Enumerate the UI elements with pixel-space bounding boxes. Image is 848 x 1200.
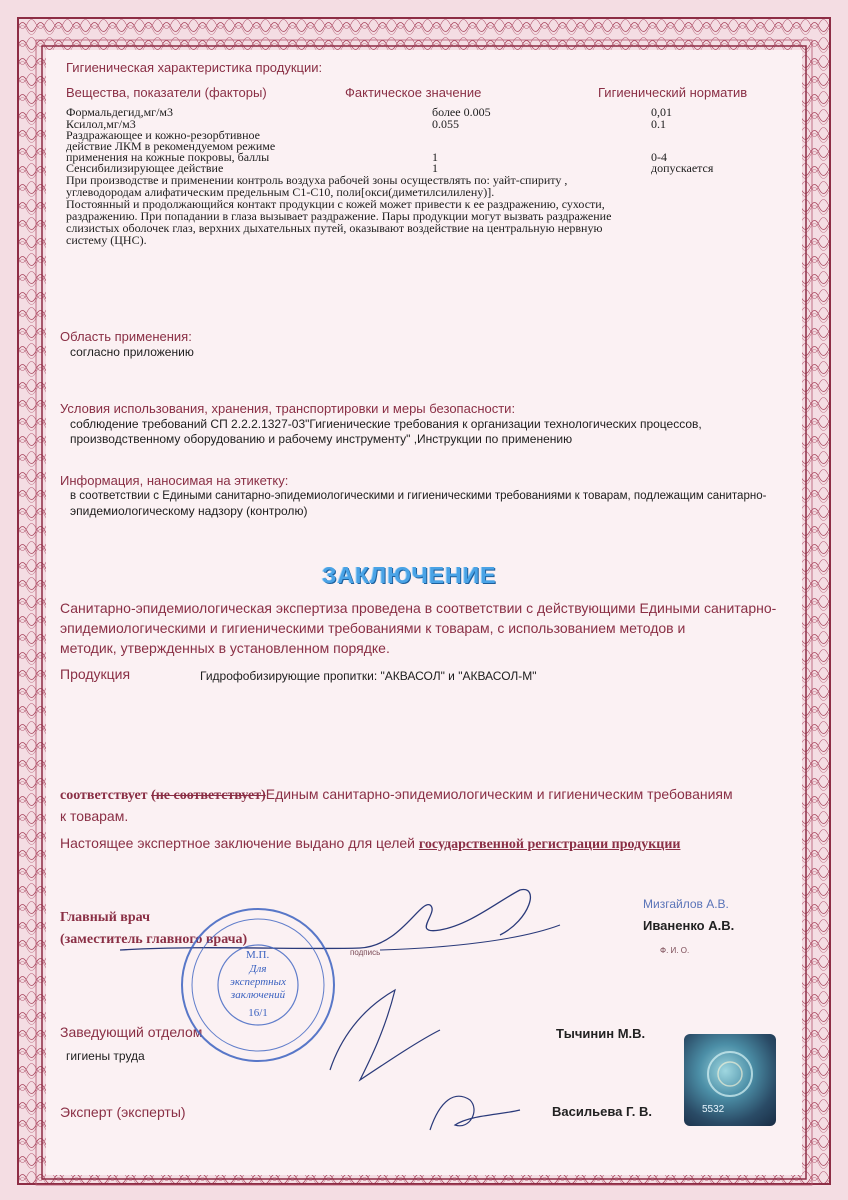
col-norm: Гигиенический норматив [598, 85, 748, 100]
row-name: Сенсибилизирующее действие [66, 161, 224, 175]
dept-head-name: Тычинин М.В. [556, 1026, 646, 1041]
chief-doctor-label: Главный врач [60, 910, 150, 925]
stamp-number: 16/1 [248, 1007, 268, 1019]
complies-rest: Единым санитарно-эпидемиологическим и гигиеническим требованиям [265, 786, 733, 802]
hologram-number: 5532 [702, 1104, 725, 1115]
row-name: Раздражающее и кожно-резорбтивное [66, 128, 260, 142]
note-line: систему (ЦНС). [66, 233, 147, 247]
row-norm: допускается [651, 161, 714, 175]
label-info-heading: Информация, наносимая на этикетку: [60, 473, 289, 488]
row-name: Формальдегид,мг/м3 [66, 105, 174, 119]
complies-rest2: к товарам. [60, 808, 129, 824]
deputy-label: (заместитель главного врача) [60, 932, 248, 947]
row-actual: 1 [432, 161, 438, 175]
note-line: Постоянный и продолжающийся контакт продукции с кожей может привести к ее раздражению, сухости, [66, 197, 605, 211]
conclusion-intro-line: Санитарно-эпидемиологическая экспертиза проведена в соответствии с действующими Едиными санитарно- [60, 600, 777, 616]
chief-name: Иваненко А.В. [643, 918, 735, 933]
product-value: Гидрофобизирующие пропитки: "АКВАСОЛ" и "АКВАСОЛ-М" [200, 669, 537, 683]
row-actual: 1 [432, 150, 438, 164]
note-line: слизистых оболочек глаз, верхних дыхательных путей, оказывают воздействие на центральную нервную [66, 221, 603, 235]
issued-purpose: государственной регистрации продукции [418, 837, 681, 852]
row-actual: более 0.005 [432, 105, 491, 119]
issued-prefix: Настоящее экспертное заключение выдано для целей [60, 835, 416, 851]
row-norm: 0-4 [651, 150, 667, 164]
label-info-line: в соответствии с Едиными санитарно-эпидемиологическими и гигиеническими требованиями к товарам, подлежащим санитарно- [70, 490, 767, 502]
label-info-line: эпидемиологическому надзору (контролю) [70, 504, 308, 518]
conclusion-intro-line: эпидемиологическими и гигиеническими требованиями к товарам, с использованием методов и [60, 620, 686, 636]
conditions-line: соблюдение требований СП 2.2.2.1327-03"Гигиенические требования к организации технологических процессов, [70, 417, 702, 431]
stamp-center-text: Для экспертных заключений [230, 963, 286, 1001]
hologram-emblem-icon [684, 1034, 776, 1126]
signature-caption: подпись [350, 948, 381, 957]
note-line: При производстве и применении контроль воздуха рабочей зоны осуществлять по: уайт-спириту , [66, 173, 568, 187]
dept-name: гигиены труда [66, 1049, 145, 1063]
hygiene-heading: Гигиеническая характеристика продукции: [66, 60, 323, 75]
product-label: Продукция [60, 666, 131, 682]
scope-text: согласно приложению [70, 345, 194, 359]
col-actual: Фактическое значение [345, 85, 482, 100]
expert-name: Васильева Г. В. [552, 1104, 652, 1119]
note-line: углеводородам алифатическим предельным С1-С10, поли[окси(диметилсилилену)]. [66, 185, 495, 199]
complies-text: соответствует [60, 788, 148, 803]
fio-caption: Ф. И. О. [660, 946, 690, 955]
expert-label: Эксперт (эксперты) [60, 1104, 186, 1120]
conditions-heading: Условия использования, хранения, транспортировки и меры безопасности: [60, 401, 516, 416]
conclusion-title: ЗАКЛЮЧЕНИЕ [322, 562, 497, 588]
official-stamp [178, 905, 338, 1065]
hologram-sticker [684, 1034, 776, 1126]
note-line: раздражению. При попадании в глаза вызывает раздражение. Пары продукции могут вызвать раздражение [66, 209, 612, 223]
conditions-line: производственному оборудованию и рабочему инструменту" ,Инструкции по применению [70, 432, 573, 446]
dept-head-label: Заведующий отделом [60, 1024, 203, 1040]
scope-heading: Область применения: [60, 329, 192, 344]
stamp-mp: М.П. [246, 949, 270, 961]
row-name: действие ЛКМ в рекомендуемом режиме [66, 139, 276, 153]
col-substances: Вещества, показатели (факторы) [66, 85, 267, 100]
not-complies-text: (не соответствует) [151, 788, 266, 803]
conclusion-intro-line: методик, утвержденных в установленном порядке. [60, 640, 390, 656]
row-name: применения на кожные покровы, баллы [66, 150, 270, 164]
row-name: Ксилол,мг/м3 [66, 117, 136, 131]
row-norm: 0.1 [651, 117, 666, 131]
row-actual: 0.055 [432, 117, 459, 131]
row-norm: 0,01 [651, 105, 672, 119]
name-stamp: Мизгайлов А.В. [643, 897, 729, 911]
